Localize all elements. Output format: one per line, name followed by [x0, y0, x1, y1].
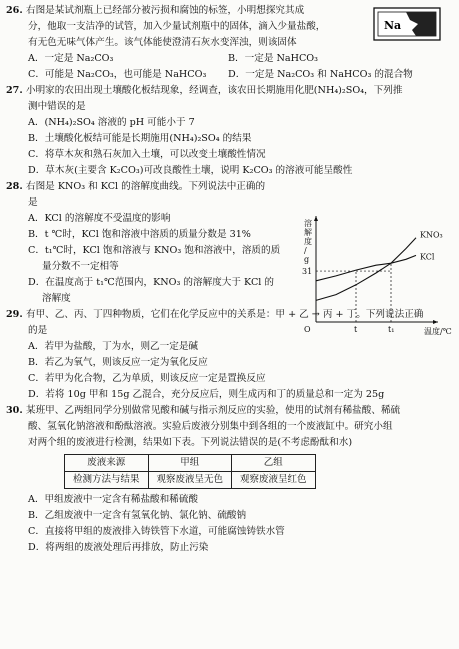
question-text: 酸、氢氧化钠溶液和酚酞溶液。实验后废液分别集中到各组的一个废液缸中。研究小组 [28, 421, 393, 432]
x-tick-label: t₁ [388, 325, 395, 334]
question-text: 的是 [28, 325, 48, 336]
x-axis-label: 温度/℃ [424, 327, 452, 336]
series-label: KNO₃ [420, 230, 443, 240]
origin-label: O [304, 325, 311, 334]
question-text: 是 [28, 197, 38, 208]
y-axis-label-char: / [304, 246, 307, 255]
option-d: D．草木灰(主要含 K₂CO₃)可改良酸性土壤，说明 K₂CO₃ 的溶液可能呈酸性 [28, 165, 353, 176]
x-axis-arrow [433, 320, 438, 324]
option-b: B．一定是 NaHCO₃ [228, 53, 319, 64]
solubility-chart [296, 212, 454, 336]
question-number: 28. [6, 181, 23, 192]
series-line [316, 238, 416, 301]
question-text: 测中错误的是 [28, 101, 86, 112]
table-header-cell: 乙组 [232, 455, 316, 472]
option-b: B．t ℃时，KCl 饱和溶液中溶质的质量分数是 31% [28, 229, 251, 240]
table-cell: 观察废液呈红色 [232, 472, 316, 489]
series-label: KCl [420, 252, 435, 262]
option-a: A．(NH₄)₂SO₄ 溶液的 pH 可能小于 7 [28, 117, 195, 128]
question-number: 26. [6, 5, 23, 16]
reagent-bottle-label-icon [372, 6, 442, 42]
option-c: C．直接将甲组的废液排入铸铁管下水道，可能腐蚀铸铁水管 [28, 526, 285, 537]
option-b: B．土壤酸化板结可能是长期施用(NH₄)₂SO₄ 的结果 [28, 133, 252, 144]
question-text: 小明家的农田出现土壤酸化板结现象，经调查，该农田长期施用化肥(NH₄)₂SO₄，下列推 [26, 85, 403, 96]
table-cell: 检测方法与结果 [65, 472, 149, 489]
y-axis-label-char: 溶 [304, 219, 312, 228]
option-d-cont: 溶解度 [42, 293, 71, 304]
x-tick-label: t [354, 325, 358, 334]
option-c-cont: 量分数不一定相等 [42, 261, 119, 272]
table-row [65, 472, 316, 489]
table-header-cell: 废液来源 [65, 455, 149, 472]
option-d: D．将两组的废液处理后再排放，防止污染 [28, 542, 209, 553]
option-d: D．若将 10g 甲和 15g 乙混合，充分反应后，则生成丙和丁的质量总和一定为 25g [28, 389, 385, 400]
question-30 [6, 403, 453, 556]
y-axis-label-char: 解 [304, 228, 312, 237]
question-text: 某班甲、乙两组同学分别做常见酸和碱与指示剂反应的实验，使用的试剂有稀盐酸、稀硫 [26, 405, 401, 416]
question-text: 分，他取一支洁净的试管，加入少量试剂瓶中的固体，滴入少量盐酸， [28, 21, 326, 32]
table-cell: 观察废液呈无色 [148, 472, 232, 489]
y-axis-arrow [314, 216, 318, 221]
option-b: B．若乙为氧气，则该反应一定为氧化反应 [28, 357, 208, 368]
question-text: 对两个组的废液进行检测，结果如下表。下列说法错误的是(不考虑酚酞和水) [28, 437, 353, 448]
option-a: A．甲组废液中一定含有稀盐酸和稀硫酸 [28, 494, 199, 505]
option-d: D．在温度高于 t₁℃范围内，KNO₃ 的溶解度大于 KCl 的 [28, 277, 275, 288]
option-a: A．若甲为盐酸，丁为水，则乙一定是碱 [28, 341, 199, 352]
option-c: C．若甲为化合物，乙为单质，则该反应一定是置换反应 [28, 373, 266, 384]
option-c: C．将草木灰和熟石灰加入土壤，可以改变土壤酸性情况 [28, 149, 266, 160]
bottle-label-text: Na [384, 19, 402, 32]
option-a: A．KCl 的溶解度不受温度的影响 [28, 213, 171, 224]
question-text: 有无色无味气体产生。该气体能使澄清石灰水变浑浊，则该固体 [28, 37, 297, 48]
y-tick-label: 31 [302, 267, 313, 277]
question-number: 29. [6, 309, 23, 320]
question-number: 27. [6, 85, 23, 96]
question-number: 30. [6, 405, 23, 416]
option-a: A．一定是 Na₂CO₃ [28, 53, 114, 64]
question-text: 右图是某试剂瓶上已经部分被污损和腐蚀的标签，小明想探究其成 [26, 5, 305, 16]
table-row [65, 455, 316, 472]
option-c: C．t₁℃时，KCl 饱和溶液与 KNO₃ 饱和溶液中，溶质的质 [28, 245, 281, 256]
question-text: 右图是 KNO₃ 和 KCl 的溶解度曲线。下列说法中正确的 [26, 181, 266, 192]
option-d: D．一定是 Na₂CO₃ 和 NaHCO₃ 的混合物 [228, 69, 413, 80]
result-table [64, 454, 316, 489]
y-axis-label-char: g [304, 255, 310, 264]
series-line [316, 255, 416, 280]
option-c: C．可能是 Na₂CO₃，也可能是 NaHCO₃ [28, 69, 207, 80]
table-header-cell: 甲组 [148, 455, 232, 472]
question-text: 有甲、乙、丙、丁四种物质，它们在化学反应中的关系是：甲 + 乙 → 丙 + 丁。下列说法正确 [26, 309, 424, 320]
question-27 [6, 83, 453, 179]
y-axis-label-char: 度 [304, 237, 312, 246]
option-b: B．乙组废液中一定含有氢氧化钠、氯化钠、硫酸钠 [28, 510, 247, 521]
